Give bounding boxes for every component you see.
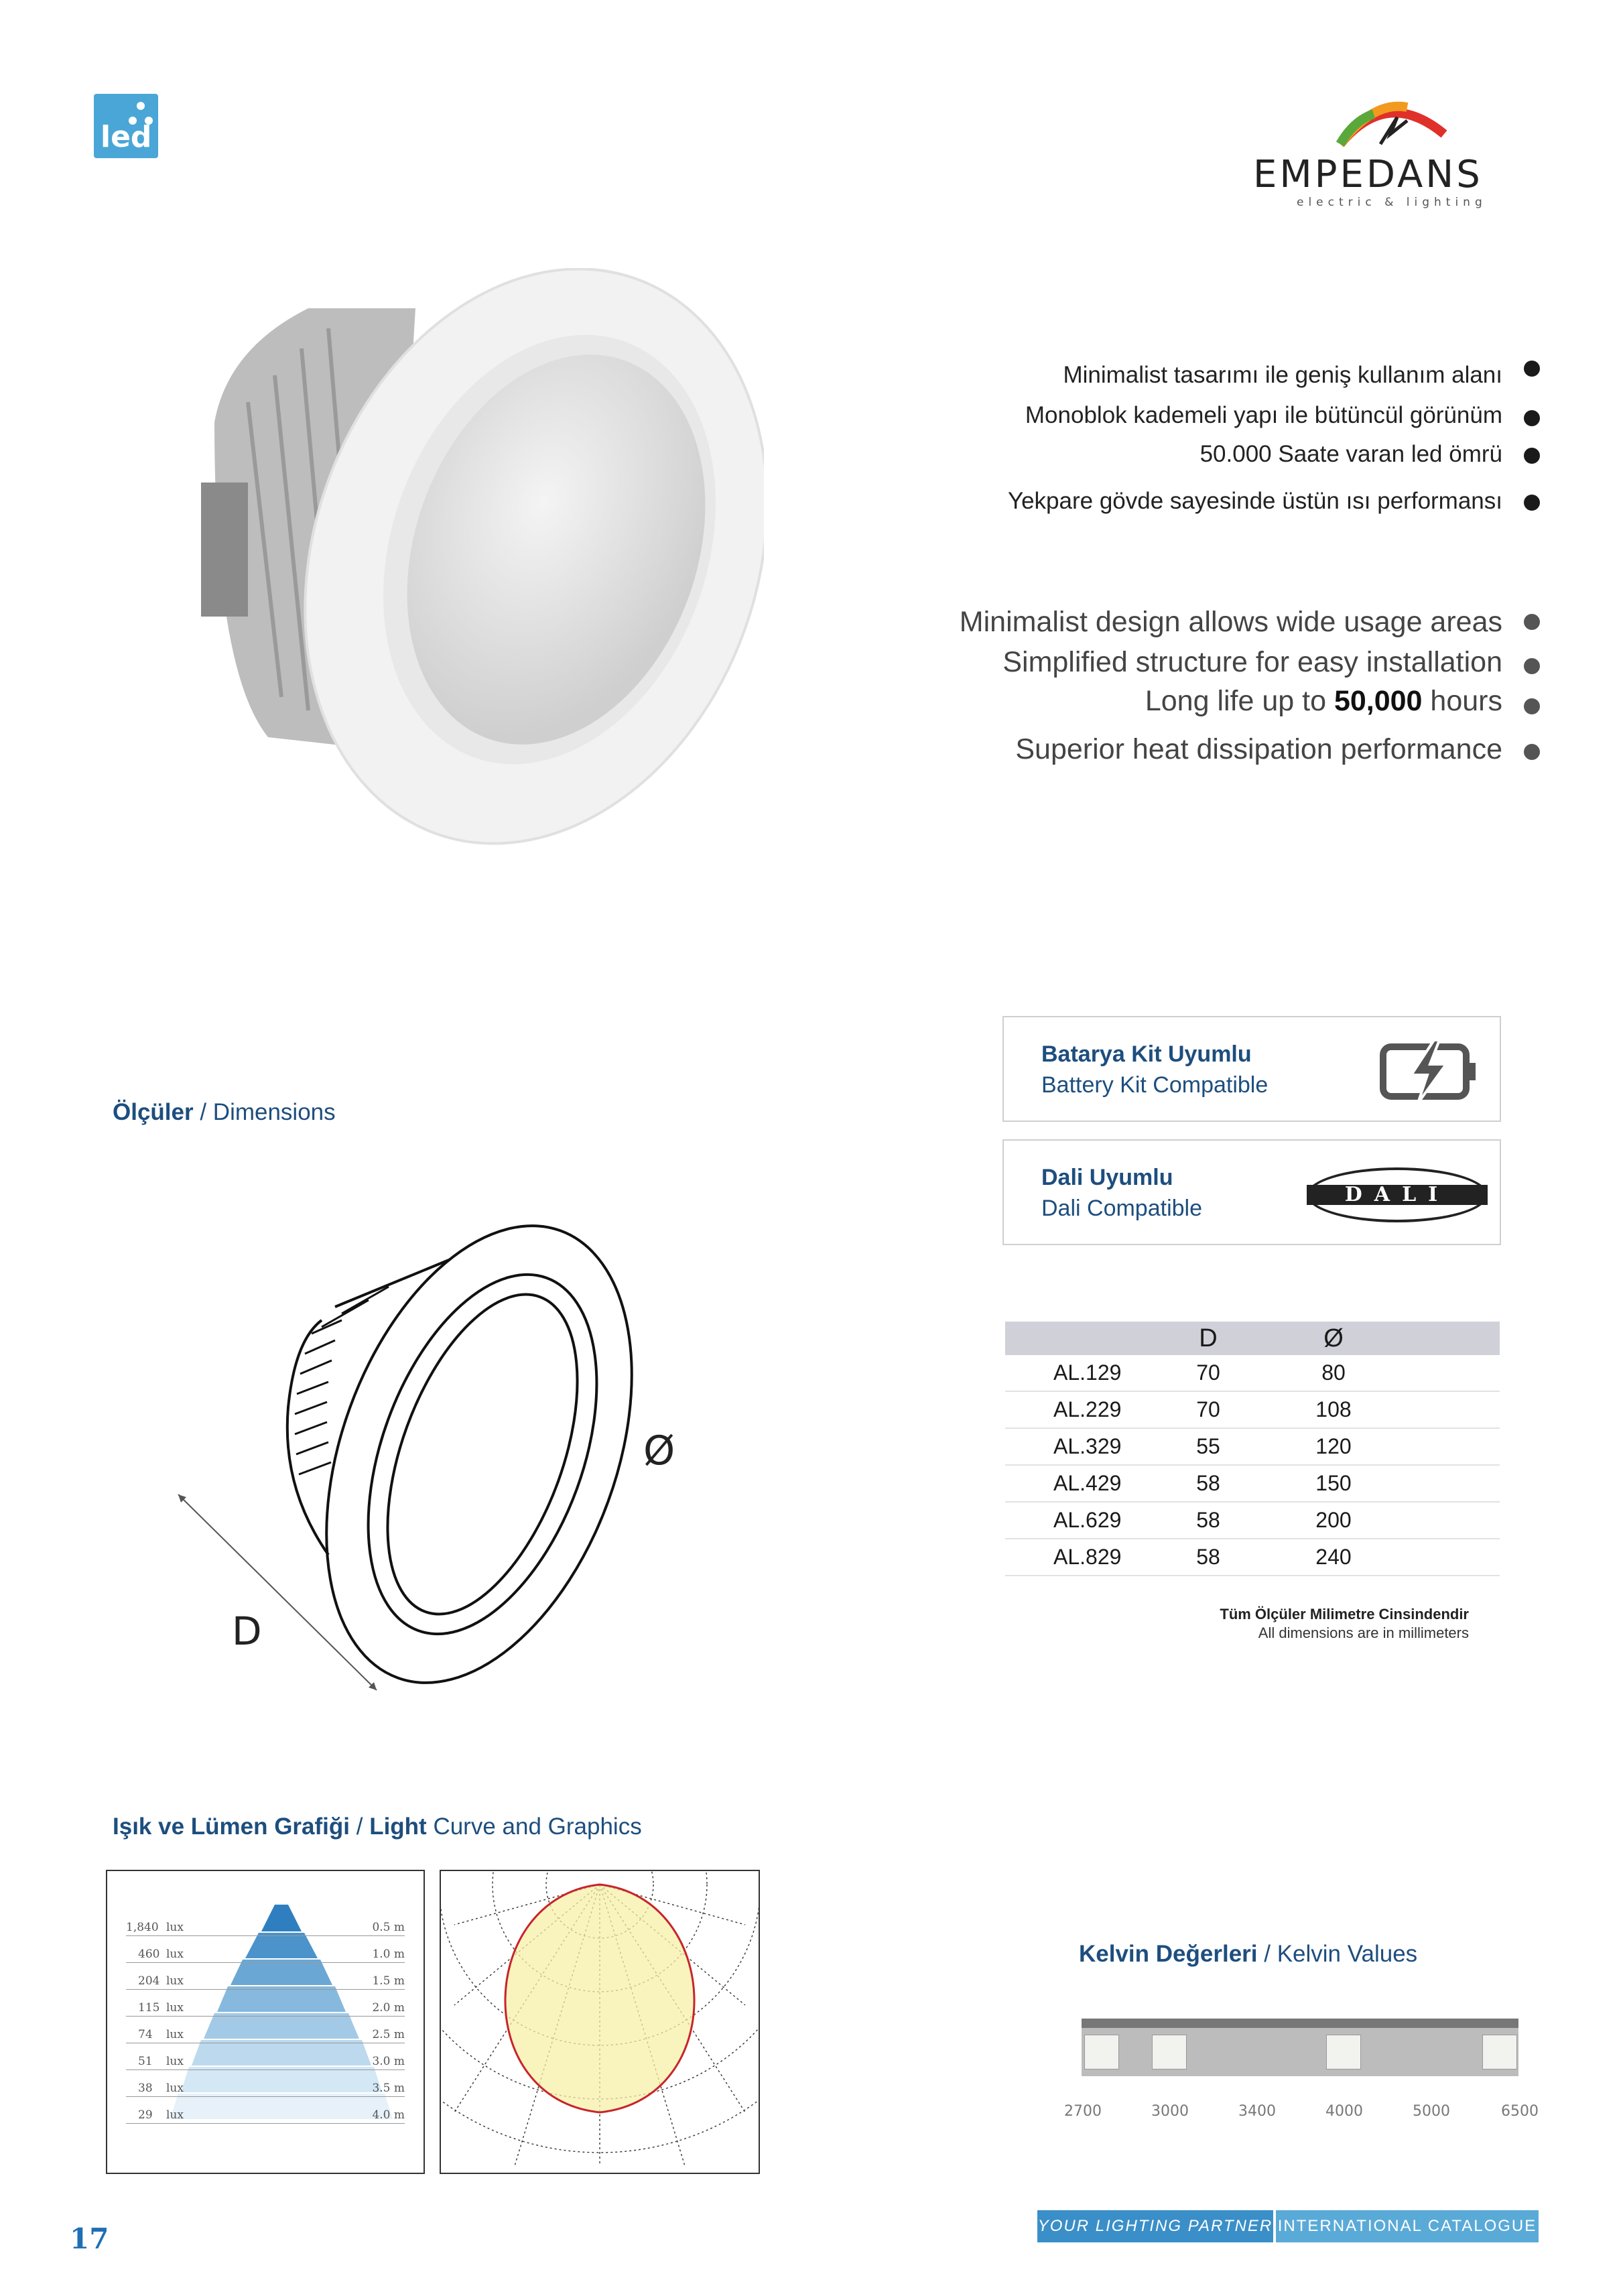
bullet-icon bbox=[1524, 410, 1540, 426]
polar-diagram bbox=[441, 1871, 759, 2173]
table-header bbox=[1398, 1322, 1500, 1355]
kelvin-swatch-4000 bbox=[1326, 2035, 1361, 2069]
lux-value: 204 bbox=[138, 1974, 160, 1988]
model-cell: AL.129 bbox=[1005, 1355, 1147, 1391]
distance-value: 1.0 m bbox=[372, 1948, 405, 1961]
page-number: 17 bbox=[70, 2222, 109, 2255]
depth-cell: 70 bbox=[1147, 1391, 1269, 1428]
bullet-icon bbox=[1524, 698, 1540, 714]
diameter-cell: 80 bbox=[1269, 1355, 1398, 1391]
distance-value: 3.5 m bbox=[372, 2082, 405, 2095]
lux-value: 51 bbox=[138, 2055, 153, 2068]
lux-row bbox=[126, 1946, 405, 1963]
kelvin-title: Kelvin Değerleri / Kelvin Values bbox=[1079, 1941, 1418, 1967]
footer-tagline: YOUR LIGHTING PARTNER bbox=[1037, 2210, 1273, 2242]
lux-unit: lux bbox=[166, 2082, 184, 2095]
brand-logo-name: EMPEDANS bbox=[1253, 153, 1483, 196]
table-header bbox=[1005, 1322, 1147, 1355]
lux-row bbox=[126, 2107, 405, 2124]
feature-tr-4: Yekpare gövde sayesinde üstün ısı performansı bbox=[1007, 488, 1502, 514]
feature-tr-3: 50.000 Saate varan led ömrü bbox=[1199, 441, 1502, 467]
kelvin-label: 3400 bbox=[1238, 2103, 1276, 2120]
depth-cell: 70 bbox=[1147, 1355, 1269, 1391]
depth-cell: 58 bbox=[1147, 1539, 1269, 1576]
model-cell: AL.829 bbox=[1005, 1539, 1147, 1576]
dali-tr: Dali Uyumlu bbox=[1041, 1165, 1173, 1190]
model-cell: AL.229 bbox=[1005, 1391, 1147, 1428]
table-note-en: All dimensions are in millimeters bbox=[1258, 1624, 1469, 1641]
bullet-icon bbox=[1524, 495, 1540, 511]
footer-catalogue: INTERNATIONAL CATALOGUE bbox=[1276, 2210, 1539, 2242]
kelvin-swatch-2700 bbox=[1084, 2035, 1119, 2069]
battery-en: Battery Kit Compatible bbox=[1041, 1072, 1269, 1098]
kelvin-swatch-6500 bbox=[1482, 2035, 1517, 2069]
table-header-depth: D bbox=[1147, 1322, 1269, 1355]
feature-en-4: Superior heat dissipation performance bbox=[1015, 733, 1502, 765]
lux-value: 460 bbox=[138, 1948, 160, 1961]
diameter-cell: 240 bbox=[1269, 1539, 1398, 1576]
distance-value: 0.5 m bbox=[372, 1921, 405, 1934]
depth-cell: 55 bbox=[1147, 1428, 1269, 1465]
lux-unit: lux bbox=[166, 2055, 184, 2068]
distance-value: 2.5 m bbox=[372, 2028, 405, 2041]
kelvin-label: 2700 bbox=[1064, 2103, 1102, 2120]
kelvin-label: 5000 bbox=[1413, 2103, 1450, 2120]
diameter-cell: 120 bbox=[1269, 1428, 1398, 1465]
bullet-icon bbox=[1524, 361, 1540, 377]
model-cell: AL.329 bbox=[1005, 1428, 1147, 1465]
kelvin-swatch-3000 bbox=[1152, 2035, 1187, 2069]
dimensions-table bbox=[1005, 1322, 1500, 1576]
bullet-icon bbox=[1524, 658, 1540, 674]
lux-unit: lux bbox=[166, 2001, 184, 2015]
lux-value: 74 bbox=[138, 2028, 153, 2041]
bullet-icon bbox=[1524, 744, 1540, 760]
lux-row bbox=[126, 2027, 405, 2043]
table-row bbox=[1005, 1465, 1500, 1502]
lux-row bbox=[126, 2080, 405, 2097]
table-header-diameter: Ø bbox=[1269, 1322, 1398, 1355]
model-cell: AL.429 bbox=[1005, 1465, 1147, 1502]
lux-unit: lux bbox=[166, 2108, 184, 2122]
lux-cone bbox=[107, 1871, 424, 2173]
brand-logo-tagline: electric & lighting bbox=[1297, 196, 1487, 209]
diameter-cell: 108 bbox=[1269, 1391, 1398, 1428]
led-badge bbox=[94, 94, 158, 158]
dali-compat-box bbox=[1002, 1139, 1501, 1245]
feature-tr-2: Monoblok kademeli yapı ile bütüncül görünüm bbox=[1025, 402, 1502, 428]
lux-unit: lux bbox=[166, 2028, 184, 2041]
lux-unit: lux bbox=[166, 1974, 184, 1988]
distance-value: 4.0 m bbox=[372, 2108, 405, 2122]
model-cell: AL.629 bbox=[1005, 1502, 1147, 1539]
table-row bbox=[1005, 1391, 1500, 1428]
battery-tr: Batarya Kit Uyumlu bbox=[1041, 1041, 1252, 1067]
distance-value: 2.0 m bbox=[372, 2001, 405, 2015]
lux-value: 1,840 bbox=[126, 1921, 159, 1934]
bullet-icon bbox=[1524, 448, 1540, 464]
kelvin-bar bbox=[1082, 2019, 1518, 2076]
feature-en-2: Simplified structure for easy installation bbox=[1002, 646, 1502, 678]
product-photo bbox=[188, 268, 764, 871]
depth-label: D bbox=[232, 1608, 262, 1654]
kelvin-label: 3000 bbox=[1151, 2103, 1189, 2120]
table-row bbox=[1005, 1355, 1500, 1391]
table-header-row bbox=[1005, 1322, 1500, 1355]
lux-chart-panel bbox=[106, 1870, 425, 2174]
diameter-cell: 150 bbox=[1269, 1465, 1398, 1502]
lux-row bbox=[126, 1973, 405, 1990]
feature-en-3: Long life up to 50,000 hours bbox=[1145, 685, 1502, 717]
table-note-tr: Tüm Ölçüler Milimetre Cinsindendir bbox=[1220, 1606, 1469, 1622]
dali-en: Dali Compatible bbox=[1041, 1196, 1202, 1221]
kelvin-label: 4000 bbox=[1325, 2103, 1363, 2120]
diameter-label: Ø bbox=[643, 1427, 675, 1474]
battery-icon bbox=[1379, 1037, 1480, 1104]
dali-logo: DALI bbox=[1307, 1167, 1488, 1222]
lux-value: 29 bbox=[138, 2108, 153, 2122]
battery-compat-box bbox=[1002, 1016, 1501, 1122]
feature-en-1: Minimalist design allows wide usage areas bbox=[959, 606, 1502, 638]
light-curve-title: Işık ve Lümen Grafiği / Light Curve and Graphics bbox=[113, 1813, 642, 1840]
table-row bbox=[1005, 1539, 1500, 1576]
lux-unit: lux bbox=[166, 1948, 184, 1961]
lux-unit: lux bbox=[166, 1921, 184, 1934]
lux-value: 38 bbox=[138, 2082, 153, 2095]
lux-row bbox=[126, 2053, 405, 2070]
depth-cell: 58 bbox=[1147, 1465, 1269, 1502]
dimensions-title: Ölçüler / Dimensions bbox=[113, 1099, 336, 1125]
kelvin-label: 6500 bbox=[1501, 2103, 1539, 2120]
bullet-icon bbox=[1524, 614, 1540, 630]
led-badge-label: led bbox=[101, 120, 152, 154]
table-row bbox=[1005, 1428, 1500, 1465]
diameter-cell: 200 bbox=[1269, 1502, 1398, 1539]
feature-tr-1: Minimalist tasarımı ile geniş kullanım alanı bbox=[1063, 362, 1502, 388]
table-row bbox=[1005, 1502, 1500, 1539]
distance-value: 3.0 m bbox=[372, 2055, 405, 2068]
polar-chart-panel bbox=[440, 1870, 760, 2174]
lux-row bbox=[126, 1919, 405, 1936]
depth-cell: 58 bbox=[1147, 1502, 1269, 1539]
logo-arc-icon bbox=[1334, 94, 1447, 147]
lux-row bbox=[126, 2000, 405, 2017]
distance-value: 1.5 m bbox=[372, 1974, 405, 1988]
lux-value: 115 bbox=[138, 2001, 160, 2015]
